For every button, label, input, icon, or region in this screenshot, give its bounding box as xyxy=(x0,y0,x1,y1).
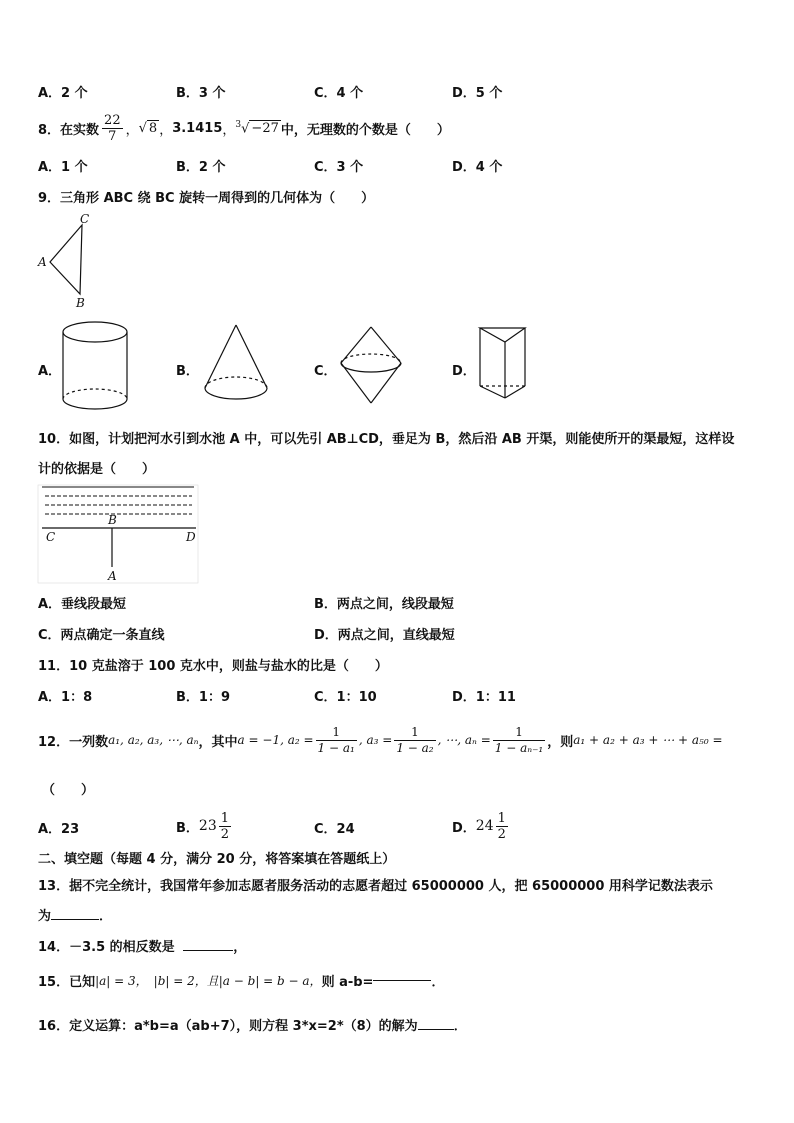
q12-frac-3-den: 1 − aₙ₋₁ xyxy=(494,740,544,755)
q12-a3: , a₃ = xyxy=(358,733,393,747)
q12-sum: a₁ + a₂ + a₃ + ⋯ + a₅₀ = xyxy=(573,733,723,747)
q12-frac-3 xyxy=(493,725,545,756)
q15-ask: 则 a-b= xyxy=(321,974,374,990)
q12-paren: （ ） xyxy=(42,783,95,798)
q10-stem-line1: 10．如图，计划把河水引到水池 A 中，可以先引 AB⊥CD，垂足为 B，然后沿 AB 开渠，则能使所开的渠最短，这样设 xyxy=(38,432,735,447)
q16-answer-blank[interactable] xyxy=(418,1029,454,1030)
q9-label-b: B xyxy=(76,296,85,310)
q12-mid: ，其中 xyxy=(198,734,238,750)
section-heading-fill-in: 二、填空题（每题 4 分，满分 20 分，将答案填在答题纸上） xyxy=(38,852,396,867)
q8-suffix: 中，无理数的个数是（ ） xyxy=(280,122,450,138)
q9-option-d: D． xyxy=(452,364,476,379)
q12-then: ，则 xyxy=(547,734,574,750)
q9-option-b: B． xyxy=(176,364,199,379)
q13-line2-prefix: 为 xyxy=(38,909,52,924)
q12-option-b xyxy=(176,806,231,846)
q14 xyxy=(38,936,246,955)
q7-option-a: A．2 个 xyxy=(38,86,88,101)
q9-option-a: A． xyxy=(38,364,62,379)
q9-stem: 9．三角形 ABC 绕 BC 旋转一周得到的几何体为（ ） xyxy=(38,191,375,206)
q8-frac-den: 7 xyxy=(108,128,117,144)
q12-condition: a = −1, a₂ = xyxy=(237,733,314,747)
q12-frac-2-num: 1 xyxy=(394,725,435,741)
q12-option-a: A．23 xyxy=(38,822,80,837)
q16-suffix: ． xyxy=(453,1019,467,1034)
q13-answer-blank[interactable] xyxy=(51,919,99,920)
q8-option-b: B．2 个 xyxy=(176,160,226,175)
q12-option-b-den: 2 xyxy=(220,826,230,842)
q12-option-d-den: 2 xyxy=(497,826,506,842)
q10-label-b: B xyxy=(108,513,117,527)
q11-option-d: D．1：11 xyxy=(452,690,516,705)
q12-option-d-prefix: D． xyxy=(452,820,476,836)
q8-sqrt-val: 8 xyxy=(148,120,158,136)
q14-suffix: ， xyxy=(233,940,247,955)
q8-cbrt-index: 3 xyxy=(235,119,242,130)
q10-option-a: A．垂线段最短 xyxy=(38,597,127,612)
q14-answer-blank[interactable] xyxy=(183,950,233,951)
q8-frac-num: 22 xyxy=(104,112,121,128)
q8-option-a: A．1 个 xyxy=(38,160,88,175)
q8-sqrt: √ 8 xyxy=(138,120,158,136)
q8-option-c: C．3 个 xyxy=(314,160,364,175)
q12-option-d-frac xyxy=(496,811,508,842)
q15 xyxy=(38,968,444,992)
q8-decimal: 3.1415 xyxy=(172,120,223,136)
q8-stem: 8．在实数 $\frac{22}{7}$ ， √ 8 ， 3.1415 ， $^3$√ −27 中，无理数的个数是（ ） xyxy=(38,112,450,144)
q7-option-b: B．3 个 xyxy=(176,86,226,101)
q12-sequence: a₁, a₂, a₃, ⋯, aₙ xyxy=(108,733,199,747)
q16 xyxy=(38,1015,467,1034)
q12-option-b-prefix: B． xyxy=(176,820,199,836)
q12-option-b-num: 1 xyxy=(220,810,230,826)
q15-abs-b: |b| = 2，且 xyxy=(153,973,219,988)
q15-abs-a: |a| = 3， xyxy=(95,973,148,988)
q13-line2 xyxy=(38,905,112,924)
q15-prefix: 15．已知 xyxy=(38,974,96,990)
q7-option-d: D．5 个 xyxy=(452,86,503,101)
q10-option-b: B．两点之间，线段最短 xyxy=(314,597,454,612)
q12-option-d-num: 1 xyxy=(497,810,506,826)
q11-option-b: B．1：9 xyxy=(176,690,230,705)
q12-frac-1 xyxy=(316,725,357,756)
q12-frac-2-den: 1 − a₂ xyxy=(396,740,434,755)
q12-option-d xyxy=(452,806,508,846)
q14-prefix: 14．－3.5 的相反数是 xyxy=(38,940,175,955)
q12-option-d-whole: 24 xyxy=(475,818,494,834)
q16-prefix: 16．定义运算：a*b=a（ab+7），则方程 3*x=2*（8）的解为 xyxy=(38,1019,418,1034)
q11-option-a: A．1：8 xyxy=(38,690,93,705)
q11-option-c: C．1：10 xyxy=(314,690,377,705)
q12-frac-1-num: 1 xyxy=(316,725,357,741)
q12-frac-2 xyxy=(394,725,435,756)
q10-option-d: D．两点之间，直线最短 xyxy=(314,628,455,643)
q10-stem-line2: 计的依据是（ ） xyxy=(38,462,156,477)
q13-line2-suffix: ． xyxy=(99,909,113,924)
q12-frac-1-den: 1 − a₁ xyxy=(317,740,355,755)
q12-an: , ⋯, aₙ = xyxy=(437,733,491,747)
q12-option-c: C．24 xyxy=(314,822,355,837)
q11-stem: 11．10 克盐溶于 100 克水中，则盐与盐水的比是（ ） xyxy=(38,659,388,674)
q10-label-c: C xyxy=(46,530,56,544)
q12-option-b-whole: 23 xyxy=(198,818,217,834)
q8-cbrt-val: −27 xyxy=(251,121,279,137)
q8-option-d: D．4 个 xyxy=(452,160,503,175)
q13-line1: 13．据不完全统计，我国常年参加志愿者服务活动的志愿者超过 65000000 人，把 65000000 用科学记数法表示 xyxy=(38,879,713,894)
q12-prefix: 12．一列数 xyxy=(38,734,109,750)
q12-option-b-frac xyxy=(219,811,231,842)
q8-prefix: 8．在实数 xyxy=(38,122,100,138)
q8-cbrt: $^3$√ −27 xyxy=(235,119,279,137)
q9-label-a: A xyxy=(38,255,47,269)
q15-condition: |a − b| = b − a， xyxy=(218,973,322,988)
q10-label-d: D xyxy=(186,530,196,544)
q10-label-a: A xyxy=(108,569,117,583)
q15-suffix: ． xyxy=(431,974,445,990)
q9-option-c: C． xyxy=(314,364,337,379)
q12-stem xyxy=(38,720,723,760)
q12-frac-3-num: 1 xyxy=(493,725,545,741)
q15-answer-blank[interactable] xyxy=(373,980,431,981)
q10-option-c: C．两点确定一条直线 xyxy=(38,628,165,643)
q9-label-c: C xyxy=(80,212,90,226)
q7-option-c: C．4 个 xyxy=(314,86,364,101)
